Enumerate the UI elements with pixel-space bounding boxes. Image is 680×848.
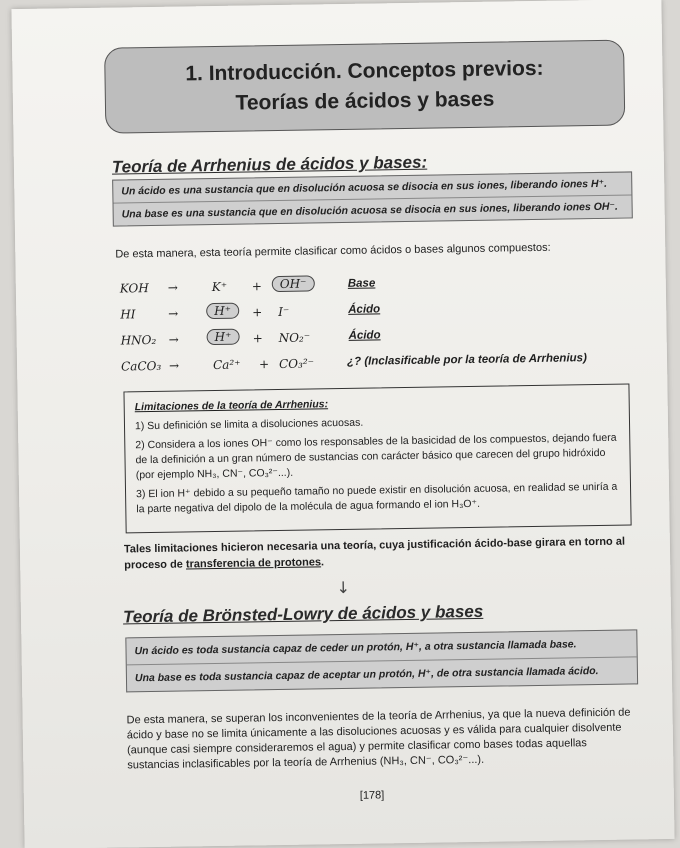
chapter-title-box [104, 40, 625, 134]
page-number: [178] [359, 789, 385, 802]
plus-sign: + [258, 357, 270, 372]
plus-sign: + [252, 331, 263, 346]
product-2: I⁻ [278, 304, 290, 320]
plus-sign: + [251, 279, 262, 294]
arrow: → [168, 306, 179, 321]
conclusion-key-term: transferencia de protones [185, 556, 322, 571]
conclusion-text: Tales limitaciones hicieron necesaria una teoría, cuya justificación ácido-base girara en torno al proceso de [123, 535, 626, 572]
product-1: K⁺ [211, 279, 228, 295]
product-1: Ca²⁺ [212, 357, 241, 373]
limitations-heading: Limitaciones de la teoría de Arrhenius: [134, 398, 329, 414]
classification: Ácido [348, 329, 381, 342]
arrow: → [167, 280, 179, 295]
conclusion-end: . [320, 556, 325, 569]
classification: Ácido [348, 303, 381, 316]
arrhenius-intro: De esta manera, esta teoría permite clasificar como ácidos o bases algunos compuestos: [115, 241, 551, 261]
classification: ¿? (Inclasificable por la teoría de Arrhenius) [346, 352, 587, 368]
arrhenius-heading: Teoría de Arrhenius de ácidos y bases: [111, 152, 428, 177]
bronsted-heading: Teoría de Brönsted-Lowry de ácidos y bases [122, 601, 484, 627]
reaction-row [120, 297, 640, 327]
reaction-row [121, 349, 641, 379]
reactant: CaCO₃ [120, 358, 162, 374]
limitation-item: 2) Considera a los iones OH⁻ como los responsables de la basicidad de los compuestos, dejando fuera de la definición a un gran número de sustancias con carácter básico que carecen del grupo hidróxido (por ejemplo NH₃, CN⁻, CO₃²⁻...). [135, 431, 617, 482]
bronsted-paragraph: De esta manera, se superan los inconvenientes de la teoría de Arrhenius, ya que la nueva definición de ácido y base no se limita únicamente a las disoluciones acuosas y es válida para cualquier disolvente (aunque casi siempre consideraremos el agua) y permite clasificar como bases todas aquellas sustancias inclasificables por la teoría de Arrhenius (NH₃, CN⁻, CO₃²⁻...). [126, 706, 631, 772]
arrow: → [168, 358, 180, 373]
page-sheet [11, 0, 674, 848]
chapter-title-line2: Teorías de ácidos y bases [235, 87, 495, 115]
product-1-circled: H⁺ [206, 303, 239, 320]
arrhenius-conclusion [124, 533, 634, 573]
product-2: CO₃²⁻ [278, 356, 315, 371]
bronsted-base-definition: Una base es toda sustancia capaz de aceptar un protón, H⁺, de otra sustancia llamada ácido. [127, 656, 637, 691]
product-2: NO₂⁻ [278, 330, 311, 345]
reaction-row [121, 323, 641, 353]
reactant: KOH [119, 281, 149, 296]
arrhenius-base-definition: Una base es una sustancia que en disolución acuosa se disocia en sus iones, liberando iones OH⁻. [113, 194, 631, 225]
product-2-circled: OH⁻ [272, 275, 315, 292]
down-arrow-icon: ↓ [336, 577, 351, 598]
classification: Base [347, 277, 376, 290]
arrow: → [168, 332, 179, 347]
plus-sign: + [252, 305, 263, 320]
bronsted-acid-definition: Un ácido es toda sustancia capaz de ceder un protón, H⁺, a otra sustancia llamada base. [134, 638, 577, 658]
reaction-row [120, 271, 640, 301]
limitation-item: 1) Su definición se limita a disoluciones acuosas. [134, 416, 364, 433]
reactant: HI [120, 307, 136, 322]
reactant: HNO₂ [120, 332, 157, 348]
product-1-circled: H⁺ [206, 329, 239, 346]
arrhenius-acid-definition: Un ácido es una sustancia que en disolución acuosa se disocia en sus iones, liberando iones H⁺. [121, 177, 608, 198]
limitation-item: 3) El ion H⁺ debido a su pequeño tamaño no puede existir en disolución acuosa, en realidad se uniría a la parte negativa del dipolo de la molécula de agua formando el ion H₃O⁺. [135, 480, 618, 516]
bronsted-definition-box [125, 629, 638, 692]
chapter-title-line1: 1. Introducción. Conceptos previos: [185, 56, 544, 86]
limitations-box [123, 383, 631, 533]
arrhenius-definition-box [112, 171, 633, 226]
